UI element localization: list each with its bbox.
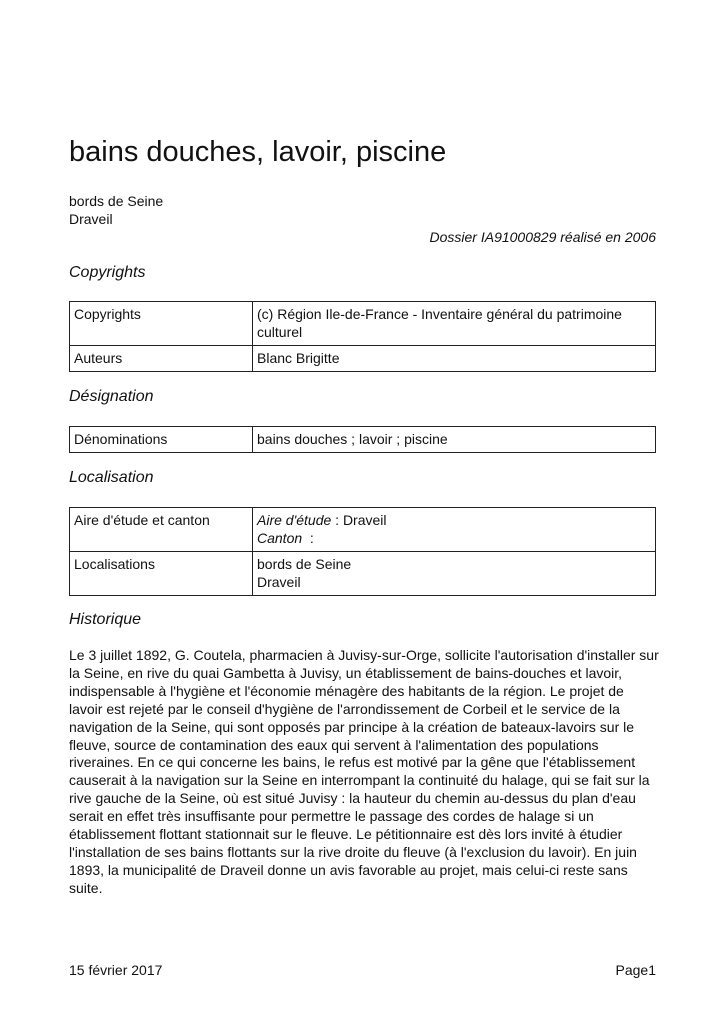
table-value: bains douches ; lavoir ; piscine xyxy=(253,427,656,453)
canton-value: : xyxy=(302,530,314,546)
table-key: Auteurs xyxy=(70,346,253,372)
document-title: bains douches, lavoir, piscine xyxy=(69,136,447,168)
table-row xyxy=(70,427,656,453)
aire-etude-label: Aire d'étude xyxy=(257,512,332,528)
table-value: (c) Région Ile-de-France - Inventaire général du patrimoine culturel xyxy=(253,302,656,346)
address-block xyxy=(69,192,163,228)
localisation-line: bords de Seine xyxy=(257,556,352,572)
section-heading-designation: Désignation xyxy=(69,388,154,405)
table-key: Localisations xyxy=(70,552,253,596)
section-heading-localisation: Localisation xyxy=(69,469,154,486)
designation-table xyxy=(69,426,656,453)
dossier-reference: Dossier IA91000829 réalisé en 2006 xyxy=(429,229,656,245)
aire-etude-value: : Draveil xyxy=(331,512,387,528)
table-key: Copyrights xyxy=(70,302,253,346)
table-row xyxy=(70,508,656,552)
table-key: Aire d'étude et canton xyxy=(70,508,253,552)
table-value xyxy=(253,508,656,552)
section-heading-copyrights: Copyrights xyxy=(69,264,146,281)
address-city: Draveil xyxy=(69,211,113,227)
aire-etude-line xyxy=(257,511,651,529)
localisation-table xyxy=(69,507,656,596)
address-line: bords de Seine xyxy=(69,193,164,209)
table-key: Dénominations xyxy=(70,427,253,453)
section-heading-historique: Historique xyxy=(69,611,142,628)
table-row xyxy=(70,552,656,596)
table-value xyxy=(253,552,656,596)
localisation-city: Draveil xyxy=(257,574,301,590)
table-row xyxy=(70,302,656,346)
footer-date: 15 février 2017 xyxy=(69,962,163,978)
table-row xyxy=(70,346,656,372)
canton-label: Canton xyxy=(257,530,303,546)
canton-line xyxy=(257,529,651,547)
table-value: Blanc Brigitte xyxy=(253,346,656,372)
page-number: Page1 xyxy=(615,962,656,978)
historique-text: Le 3 juillet 1892, G. Coutela, pharmacien à Juvisy-sur-Orge, sollicite l'autorisation d'installer sur la Seine, en rive du quai Gambetta à Juvisy, un établissement de bains-douches et lavoir, indispensable à l'hygiène et l'économie ménagère des habitants de la région. Le projet de lavoir est rejeté par le conseil d'hygiène de l'arrondissement de Corbeil et le service de la navigation de la Seine, qui sont opposés par principe à la création de bateaux-lavoirs sur le fleuve, source de contamination des eaux qui servent à l'alimentation des populations riveraines. En ce qui concerne les bains, le refus est motivé par la gêne que l'établissement causerait à la navigation sur la Seine en interrompant la continuité du halage, qui se fait sur la rive gauche de la Seine, où est situé Juvisy : la hauteur du chemin au-dessus du plan d'eau serait en effet très insuffisante pour permettre le passage des cordes de halage si un établissement flottant stationnait sur le fleuve. Le pétitionnaire est dès lors invité à étudier l'installation de ses bains flottants sur la rive droite du fleuve (à l'exclusion du lavoir). En juin 1893, la municipalité de Draveil donne un avis favorable au projet, mais celui-ci reste sans suite. xyxy=(69,647,659,896)
copyrights-table xyxy=(69,301,656,372)
